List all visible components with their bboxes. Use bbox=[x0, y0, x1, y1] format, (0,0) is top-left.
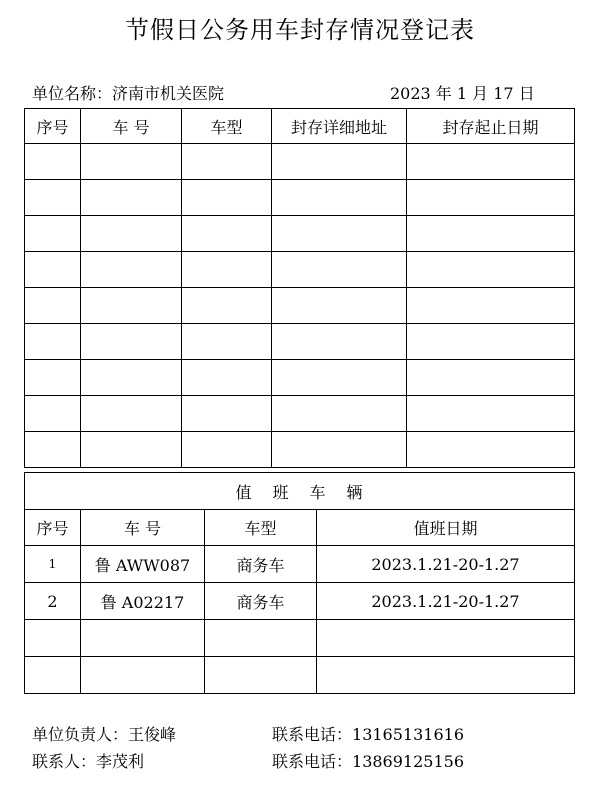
table-cell[interactable] bbox=[25, 216, 81, 252]
contact-label: 联系人： bbox=[32, 752, 97, 771]
table-cell[interactable] bbox=[182, 324, 272, 360]
table-cell[interactable] bbox=[407, 288, 575, 324]
table-row bbox=[25, 180, 575, 216]
table-cell[interactable] bbox=[272, 396, 407, 432]
phone-2-value: 13869125156 bbox=[352, 752, 464, 771]
table-cell[interactable] bbox=[25, 396, 81, 432]
unit-name-value: 济南市机关医院 bbox=[112, 84, 225, 103]
duty-table-header-row bbox=[25, 510, 575, 546]
table-cell[interactable] bbox=[407, 324, 575, 360]
col-header-plate: 车 号 bbox=[81, 109, 182, 144]
table-cell[interactable] bbox=[81, 252, 182, 288]
table-cell[interactable] bbox=[182, 180, 272, 216]
duty-plate-cell[interactable]: 鲁 AWW087 bbox=[81, 546, 205, 583]
duty-seq-cell[interactable] bbox=[25, 657, 81, 694]
table-cell[interactable] bbox=[25, 252, 81, 288]
duty-title-char: 值 bbox=[235, 482, 253, 502]
duty-type-cell[interactable]: 商务车 bbox=[205, 583, 317, 620]
table-row bbox=[25, 216, 575, 252]
table-cell[interactable] bbox=[407, 180, 575, 216]
table-cell[interactable] bbox=[81, 216, 182, 252]
table-cell[interactable] bbox=[407, 360, 575, 396]
responsible-name: 王俊峰 bbox=[128, 725, 177, 744]
phone-1-value: 13165131616 bbox=[352, 725, 464, 744]
table-cell[interactable] bbox=[407, 144, 575, 180]
table-cell[interactable] bbox=[182, 360, 272, 396]
table-cell[interactable] bbox=[81, 360, 182, 396]
col-header-type: 车型 bbox=[182, 109, 272, 144]
table-cell[interactable] bbox=[81, 144, 182, 180]
duty-col-header-type: 车型 bbox=[205, 510, 317, 546]
table-cell[interactable] bbox=[81, 432, 182, 468]
table-cell[interactable] bbox=[272, 288, 407, 324]
table-row bbox=[25, 288, 575, 324]
form-date: 2023 年 1 月 17 日 bbox=[390, 84, 535, 103]
table-cell[interactable] bbox=[25, 180, 81, 216]
table-cell[interactable] bbox=[407, 252, 575, 288]
unit-info-line bbox=[32, 81, 552, 104]
footer-responsible-line bbox=[32, 722, 552, 745]
duty-title-char: 班 bbox=[272, 482, 290, 502]
table-cell[interactable] bbox=[272, 144, 407, 180]
contact-name: 李茂利 bbox=[96, 752, 145, 771]
duty-date-cell[interactable] bbox=[317, 620, 575, 657]
duty-seq-cell[interactable]: 2 bbox=[25, 583, 81, 620]
table-cell[interactable] bbox=[272, 432, 407, 468]
duty-type-cell[interactable] bbox=[205, 657, 317, 694]
col-header-seq: 序号 bbox=[25, 109, 81, 144]
table-cell[interactable] bbox=[81, 324, 182, 360]
duty-date-cell[interactable] bbox=[317, 657, 575, 694]
duty-seq-cell[interactable] bbox=[25, 620, 81, 657]
table-cell[interactable] bbox=[272, 252, 407, 288]
table-cell[interactable] bbox=[272, 324, 407, 360]
table-row bbox=[25, 396, 575, 432]
duty-col-header-dates: 值班日期 bbox=[317, 510, 575, 546]
table-cell[interactable] bbox=[407, 216, 575, 252]
table-cell[interactable] bbox=[81, 288, 182, 324]
duty-seq-cell[interactable]: 1 bbox=[25, 546, 81, 583]
table-row bbox=[25, 324, 575, 360]
duty-col-header-plate: 车 号 bbox=[81, 510, 205, 546]
phone-2-group bbox=[272, 749, 464, 772]
col-header-address: 封存详细地址 bbox=[272, 109, 407, 144]
table-cell[interactable] bbox=[182, 288, 272, 324]
phone-2-label: 联系电话： bbox=[272, 752, 353, 771]
duty-vehicles-table bbox=[24, 472, 575, 694]
duty-type-cell[interactable] bbox=[205, 620, 317, 657]
duty-plate-cell[interactable] bbox=[81, 657, 205, 694]
table-cell[interactable] bbox=[272, 216, 407, 252]
table-cell[interactable] bbox=[25, 432, 81, 468]
table-cell[interactable] bbox=[407, 432, 575, 468]
sealed-table-header-row bbox=[25, 109, 575, 144]
table-cell[interactable] bbox=[182, 216, 272, 252]
table-row bbox=[25, 432, 575, 468]
col-header-period: 封存起止日期 bbox=[407, 109, 575, 144]
table-cell[interactable] bbox=[182, 432, 272, 468]
phone-1-group bbox=[272, 722, 464, 745]
table-cell[interactable] bbox=[182, 396, 272, 432]
table-cell[interactable] bbox=[272, 180, 407, 216]
table-cell[interactable] bbox=[182, 252, 272, 288]
table-row bbox=[25, 620, 575, 657]
table-row bbox=[25, 360, 575, 396]
table-cell[interactable] bbox=[81, 180, 182, 216]
duty-col-header-seq: 序号 bbox=[25, 510, 81, 546]
phone-1-label: 联系电话： bbox=[272, 725, 353, 744]
table-cell[interactable] bbox=[25, 360, 81, 396]
table-row bbox=[25, 144, 575, 180]
duty-section-title bbox=[25, 473, 575, 510]
responsible-label: 单位负责人： bbox=[32, 725, 129, 744]
form-title: 节假日公务用车封存情况登记表 bbox=[125, 16, 475, 44]
duty-date-cell[interactable]: 2023.1.21-20-1.27 bbox=[317, 546, 575, 583]
duty-plate-cell[interactable]: 鲁 A02217 bbox=[81, 583, 205, 620]
table-cell[interactable] bbox=[25, 324, 81, 360]
unit-name-label: 单位名称： bbox=[32, 84, 113, 103]
duty-plate-cell[interactable] bbox=[81, 620, 205, 657]
duty-type-cell[interactable]: 商务车 bbox=[205, 546, 317, 583]
table-cell[interactable] bbox=[81, 396, 182, 432]
duty-title-char: 车 bbox=[309, 482, 327, 502]
duty-date-cell[interactable]: 2023.1.21-20-1.27 bbox=[317, 583, 575, 620]
table-cell[interactable] bbox=[272, 360, 407, 396]
duty-title-char: 辆 bbox=[346, 482, 364, 502]
sealed-vehicles-table bbox=[24, 108, 575, 468]
table-cell[interactable] bbox=[407, 396, 575, 432]
footer-contact-line bbox=[32, 749, 552, 772]
table-row bbox=[25, 583, 575, 620]
table-row bbox=[25, 657, 575, 694]
table-row bbox=[25, 252, 575, 288]
duty-section-title-row bbox=[25, 473, 575, 510]
table-cell[interactable] bbox=[25, 144, 81, 180]
table-cell[interactable] bbox=[182, 144, 272, 180]
table-row bbox=[25, 546, 575, 583]
table-cell[interactable] bbox=[25, 288, 81, 324]
